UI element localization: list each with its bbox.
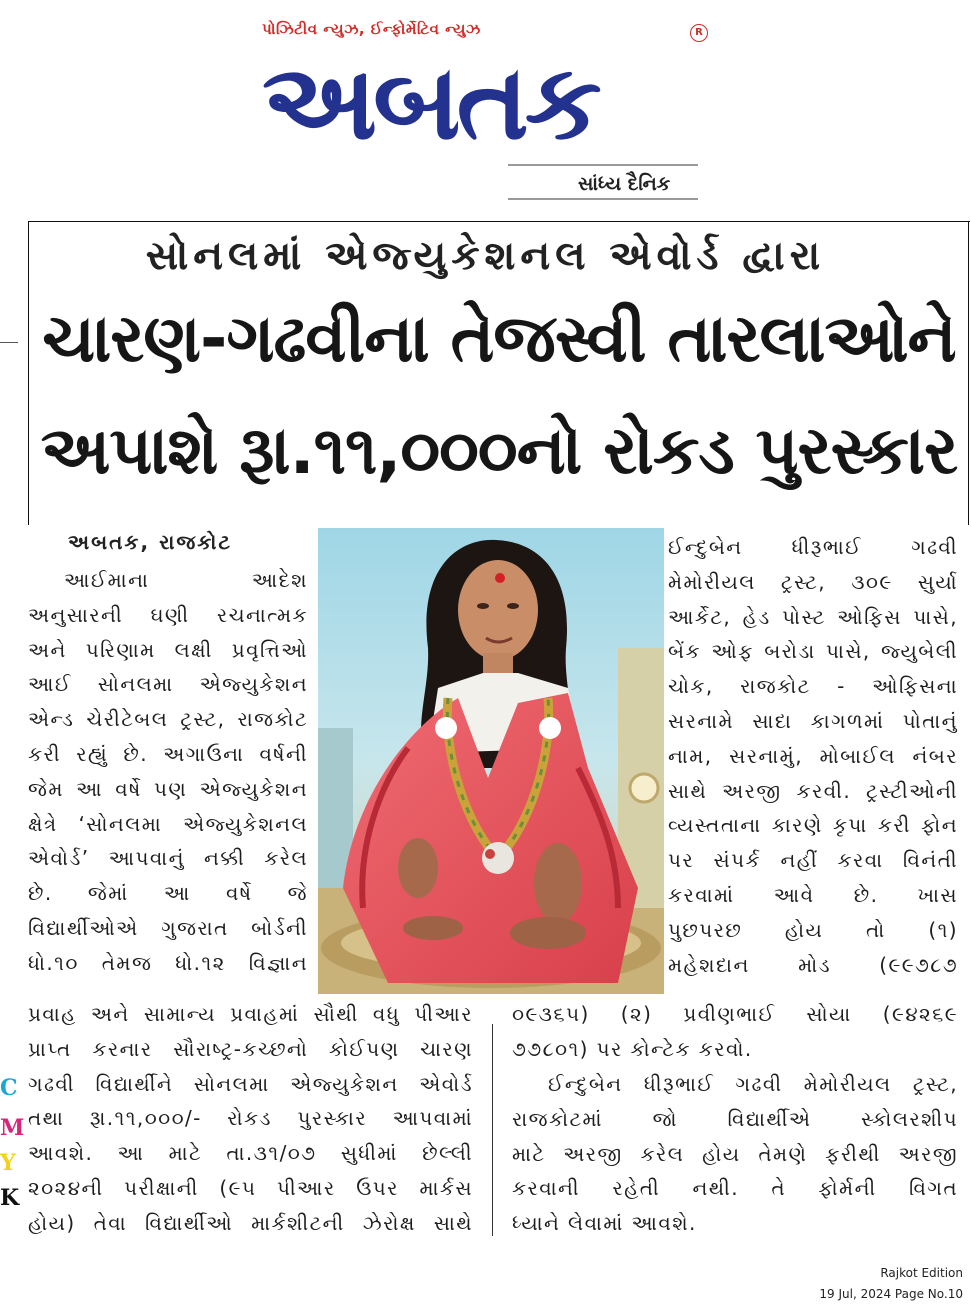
edition-label: Rajkot Edition	[880, 1266, 963, 1280]
article-kicker: સોનલમાં એજ્યુકેશનલ એવોર્ડ દ્વારા	[145, 232, 826, 279]
right-column-line: બેંક ઓફ બરોડા પાસે, જ્યુબેલી	[668, 639, 958, 664]
right-column-line: સાથે અરજી કરવી. ટ્રસ્ટીઓની	[668, 778, 958, 803]
right-column-line: કરવામાં આવે છે. ખાસ	[668, 882, 958, 907]
right-wide-column	[512, 997, 958, 1067]
masthead-subtitle: સાંધ્ય દૈનિક	[578, 173, 671, 195]
left-column-line: જેમ આ વર્ષે પણ એજ્યુકેશન	[28, 776, 308, 801]
right-column-line: ચોક, રાજકોટ - ઓફિસના	[668, 674, 958, 699]
left-column-line: ધો.૧૦ તેમજ ધો.૧૨ વિજ્ઞાન	[28, 950, 308, 975]
registration-mark-y: Y	[0, 1150, 16, 1176]
right-para-line: રાજકોટમાં જો વિદ્યાર્થીએ સ્કોલરશીપ	[512, 1106, 958, 1131]
left-column-line: એન્ડ ચેરીટેબલ ટ્રસ્ટ, રાજકોટ	[28, 707, 308, 732]
column-divider	[492, 1024, 493, 1236]
left-wide-line: પ્રવાહ અને સામાન્ય પ્રવાહમાં સૌથી વધુ પીઆર	[28, 1002, 473, 1026]
right-paragraph	[512, 1067, 958, 1241]
registration-mark-c: C	[0, 1075, 18, 1101]
right-column-line: નામ, સરનામું, મોબાઈલ નંબર	[668, 743, 958, 768]
right-column-line: આર્કેટ, હેડ પોસ્ટ ઓફિસ પાસે,	[668, 604, 958, 629]
right-column	[668, 530, 958, 982]
right-para-line: કરવાની રહેતી નથી. તે ફોર્મની વિગત	[512, 1176, 958, 1201]
left-column-line: ક્ષેત્રે ‘સોનલમા એજ્યુકેશનલ	[28, 811, 308, 836]
right-column-line: વ્યસ્તતાના કારણે કૃપા કરી ફોન	[668, 813, 958, 838]
headline-line-1: ચારણ-ગઢવીના તેજસ્વી તારલાઓને	[42, 300, 956, 377]
registration-mark-m: M	[0, 1115, 25, 1141]
registration-mark-k: K	[0, 1185, 20, 1211]
article-photo	[318, 528, 664, 994]
left-column-line: અનુસારની ઘણી રચનાત્મક	[28, 602, 308, 627]
left-wide-line: હોય) તેવા વિદ્યાર્થીઓ માર્કશીટની ઝેરોક્ષ સાથે	[28, 1210, 473, 1235]
headline-line-2: અપાશે રૂા.૧૧,૦૦૦નો રોકડ પુરસ્કાર	[40, 412, 958, 489]
left-column-line: છે. જેમાં આ વર્ષે જે	[28, 881, 308, 906]
left-column-line: આઈમાના આદેશ	[64, 568, 308, 592]
left-wide-line: ગઢવી વિદ્યાર્થીને સોનલમા એજ્યુકેશન એવોર્ડ	[28, 1071, 473, 1096]
right-column-line: પર સંપર્ક નહીં કરવા વિનંતી	[668, 848, 958, 873]
date-page-label: 19 Jul, 2024 Page No.10	[819, 1287, 963, 1301]
left-column-line: વિદ્યાર્થીઓએ ગુજરાત બોર્ડની	[28, 915, 308, 940]
byline: અબતક, રાજકોટ	[68, 530, 233, 554]
left-column-line: કરી રહ્યું છે. અગાઉના વર્ષની	[28, 741, 308, 766]
right-para-line: માટે અરજી કરેલ હોય તેમણે ફરીથી અરજી	[512, 1141, 958, 1166]
masthead-tagline: પોઝિટીવ ન્યુઝ, ઈન્ફોર્મેટિવ ન્યુઝ	[262, 20, 481, 38]
left-wide-line: ૨૦૨૪ની પરીક્ષાની (૯૫ પીઆર ઉપર માર્કસ	[28, 1175, 473, 1200]
right-column-line: મેમોરીયલ ટ્રસ્ટ, ૩૦૯ સુર્યા	[668, 569, 958, 594]
registered-mark-icon: R	[690, 24, 708, 42]
right-column-line: પુછપરછ હોય તો (૧)	[668, 917, 958, 942]
left-column-line: આઈ સોનલમા એજ્યુકેશન	[28, 672, 308, 697]
right-column-line: ઈન્દુબેન ધીરૂભાઈ ગઢવી	[668, 535, 958, 559]
right-column-line: સરનામે સાદા કાગળમાં પોતાનું	[668, 708, 958, 733]
right-para-line: ધ્યાને લેવામાં આવશે.	[512, 1211, 697, 1236]
left-column-line: અને પરિણામ લક્ષી પ્રવૃત્તિઓ	[28, 637, 308, 662]
right-wide-line: ૦૯૩૬૫) (૨) પ્રવીણભાઈ સોયા (૯૪૨૬૯	[512, 1002, 958, 1026]
article-frame-top	[28, 221, 970, 222]
left-wide-line: પ્રાપ્ત કરનાર સૌરાષ્ટ્ર-કચ્છનો કોઈપણ ચારણ	[28, 1036, 473, 1061]
right-wide-line: ૭૭૮૦૧) પર કોન્ટેક કરવો.	[512, 1036, 753, 1061]
right-para-line: ઈન્દુબેન ધીરૂભાઈ ગઢવી મેમોરીયલ ટ્રસ્ટ,	[548, 1072, 958, 1096]
left-wide-line: તથા રૂા.૧૧,૦૦૦/- રોકડ પુરસ્કાર આપવામાં	[28, 1106, 473, 1131]
masthead-rule	[508, 164, 698, 166]
left-column-line: એવોર્ડ’ આપવાનું નક્કી કરેલ	[28, 846, 308, 871]
left-column	[28, 563, 308, 981]
crop-mark	[0, 342, 18, 343]
left-wide-line: આવશે. આ માટે તા.૩૧/૦૭ સુધીમાં છેલ્લી	[28, 1141, 473, 1166]
masthead-rule-bottom	[508, 198, 698, 200]
right-column-line: મહેશદાન મોડ (૯૯૭૮૭	[668, 952, 958, 977]
masthead-logo: અબતક	[262, 41, 598, 163]
left-wide-column	[28, 997, 473, 1241]
